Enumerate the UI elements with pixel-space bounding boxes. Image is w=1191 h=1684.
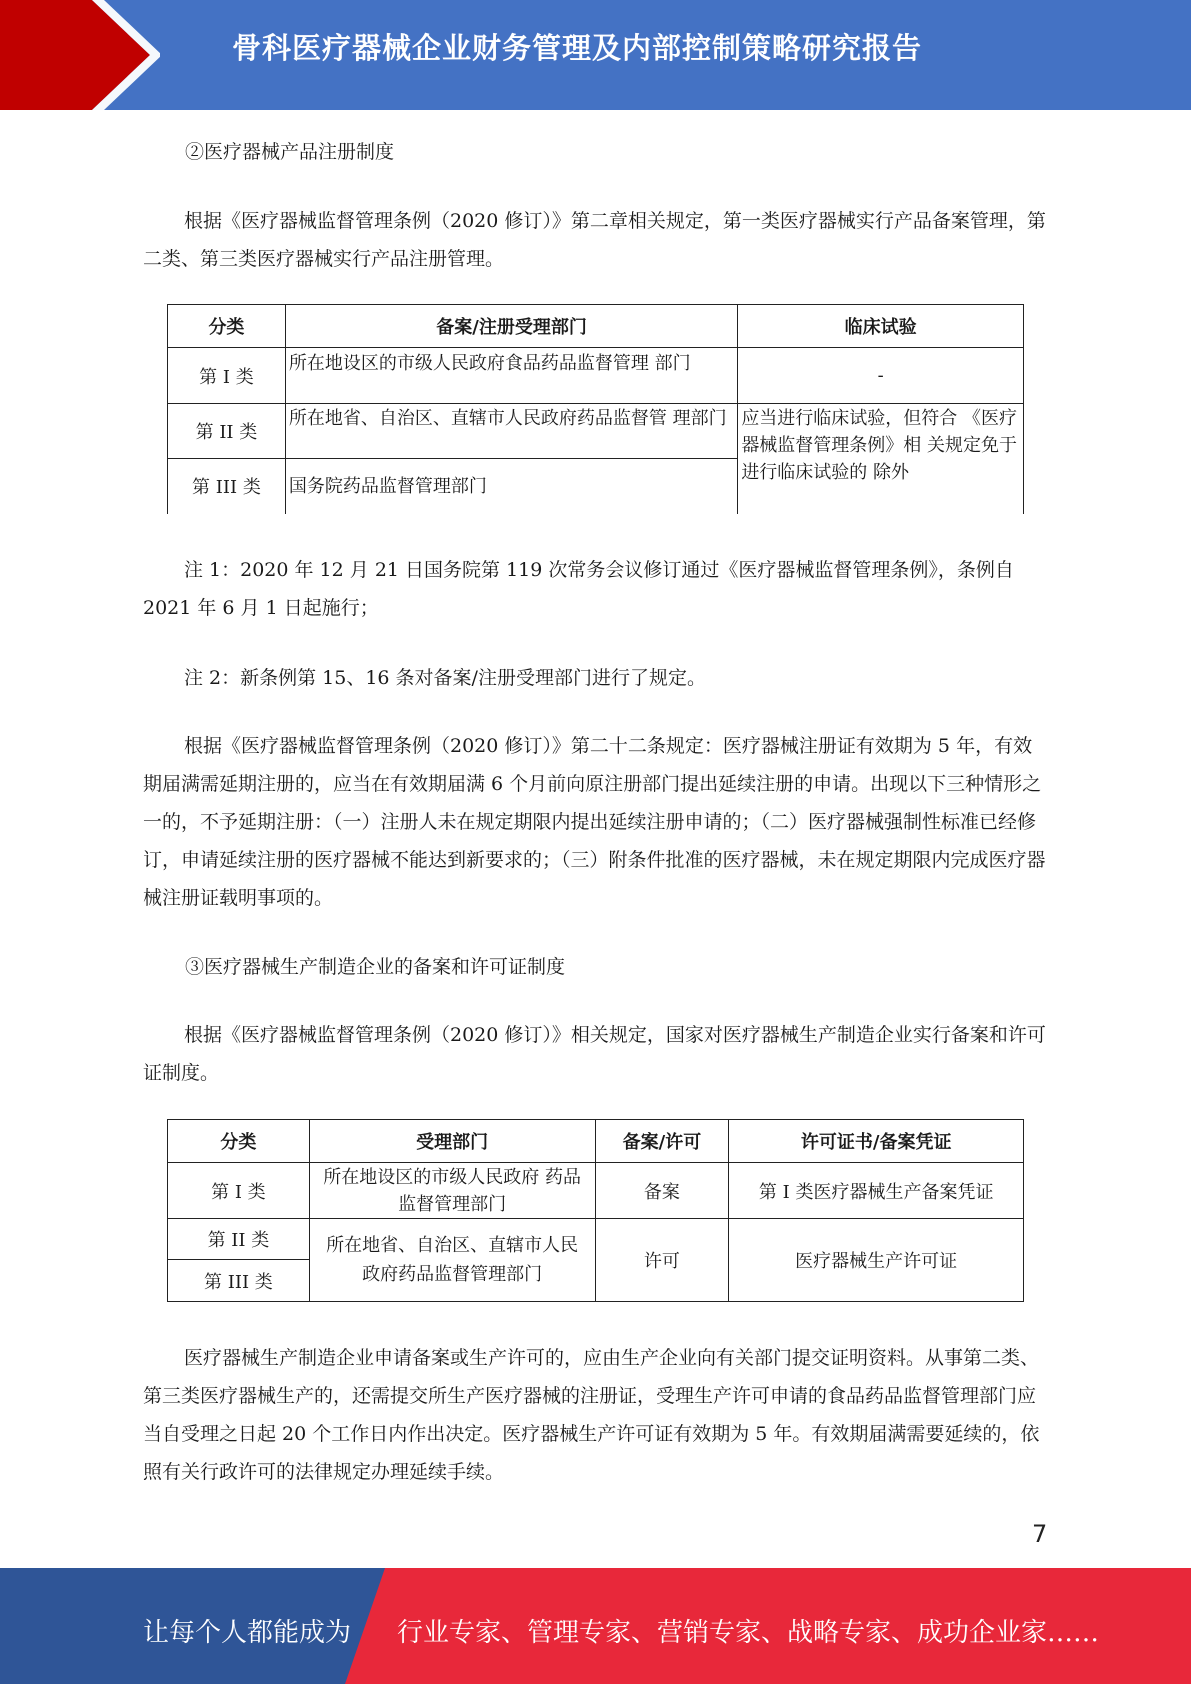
footer-slogan-left: 让每个人都能成为	[143, 1618, 352, 1648]
table-cell-type: 许可	[595, 1219, 729, 1302]
note-1: 注 1：2020 年 12 月 21 日国务院第 119 次常务会议修订通过《医疗器械监督管理条例》，条例自 2021 年 6 月 1 日起施行；	[143, 559, 1014, 619]
table-cell-category: 第 II 类	[168, 404, 286, 459]
paragraph-renewal: 根据《医疗器械监督管理条例（2020 修订）》第二十二条规定：医疗器械注册证有效期为 5 年，有效期届满需延期注册的，应当在有效期届满 6 个月前向原注册部门提出延续注册的申请。出现以下三种情形之一的，不予延期注册：（一）注册人未在规定期限内提出延续注册申请的；（二）医疗器械强制性标准已经修订，申请延续注册的医疗器械不能达到新要求的；（三）附条件批准的医疗器械，未在规定期限内完成医疗器械注册证载明事项的。	[143, 735, 1046, 909]
table-row	[168, 348, 1024, 404]
table-cell-category: 第 I 类	[168, 348, 286, 404]
page-header	[0, 0, 1191, 110]
report-title: 骨科医疗器械企业财务管理及内部控制策略研究报告	[232, 31, 923, 65]
table-header: 备案/注册受理部门	[285, 305, 737, 348]
table-header: 临床试验	[738, 305, 1024, 348]
paragraph-manufacturing-intro: 根据《医疗器械监督管理条例（2020 修订）》相关规定，国家对医疗器械生产制造企业实行备案和许可证制度。	[143, 1024, 1046, 1084]
section-heading-registration: ②医疗器械产品注册制度	[185, 141, 395, 163]
note-2: 注 2：新条例第 15、16 条对备案/注册受理部门进行了规定。	[184, 667, 706, 689]
table-header: 分类	[168, 305, 286, 348]
footer-slogan-right: 行业专家、管理专家、营销专家、战略专家、成功企业家……	[397, 1618, 1100, 1648]
table-cell-department: 所在地设区的市级人民政府食品药品监督管理 部门	[285, 348, 737, 404]
table-cell-category: 第 III 类	[168, 459, 286, 514]
table-header: 许可证书/备案凭证	[729, 1120, 1024, 1163]
manufacturing-table	[167, 1119, 1024, 1302]
table-cell-department: 国务院药品监督管理部门	[285, 459, 737, 514]
table-header: 受理部门	[309, 1120, 595, 1163]
table-cell-certificate: 医疗器械生产许可证	[729, 1219, 1024, 1302]
table-row	[168, 404, 1024, 459]
paragraph-registration-intro: 根据《医疗器械监督管理条例（2020 修订）》第二章相关规定，第一类医疗器械实行产品备案管理，第二类、第三类医疗器械实行产品注册管理。	[143, 210, 1046, 270]
table-cell-category: 第 II 类	[168, 1219, 310, 1260]
table-row	[168, 1219, 1024, 1260]
page-footer	[0, 1568, 1191, 1684]
table-cell-clinical: -	[738, 348, 1024, 404]
table-row	[168, 1163, 1024, 1219]
page-number: 7	[1032, 1520, 1048, 1548]
table-cell-type: 备案	[595, 1163, 729, 1219]
table-cell-category: 第 I 类	[168, 1163, 310, 1219]
paragraph-manufacturing-license: 医疗器械生产制造企业申请备案或生产许可的，应由生产企业向有关部门提交证明资料。从事第二类、第三类医疗器械生产的，还需提交所生产医疗器械的注册证，受理生产许可申请的食品药品监督管理部门应当自受理之日起 20 个工作日内作出决定。医疗器械生产许可证有效期为 5 年。有效期届满需要延续的，依照有关行政许可的法律规定办理延续手续。	[143, 1347, 1040, 1483]
table-header: 备案/许可	[595, 1120, 729, 1163]
header-arrow-decoration	[0, 0, 160, 110]
table-cell-department: 所在地设区的市级人民政府 药品监督管理部门	[309, 1163, 595, 1219]
registration-table	[167, 304, 1024, 514]
table-cell-department: 所在地省、自治区、直辖市人民政府药品监督管理部门	[309, 1219, 595, 1302]
table-cell-department: 所在地省、自治区、直辖市人民政府药品监督管 理部门	[285, 404, 737, 459]
table-cell-clinical: 应当进行临床试验，但符合 《医疗器械监督管理条例》相 关规定免于进行临床试验的 除外	[738, 404, 1024, 514]
table-cell-category: 第 III 类	[168, 1260, 310, 1302]
table-header: 分类	[168, 1120, 310, 1163]
section-heading-manufacturing: ③医疗器械生产制造企业的备案和许可证制度	[185, 956, 566, 978]
table-cell-certificate: 第 I 类医疗器械生产备案凭证	[729, 1163, 1024, 1219]
